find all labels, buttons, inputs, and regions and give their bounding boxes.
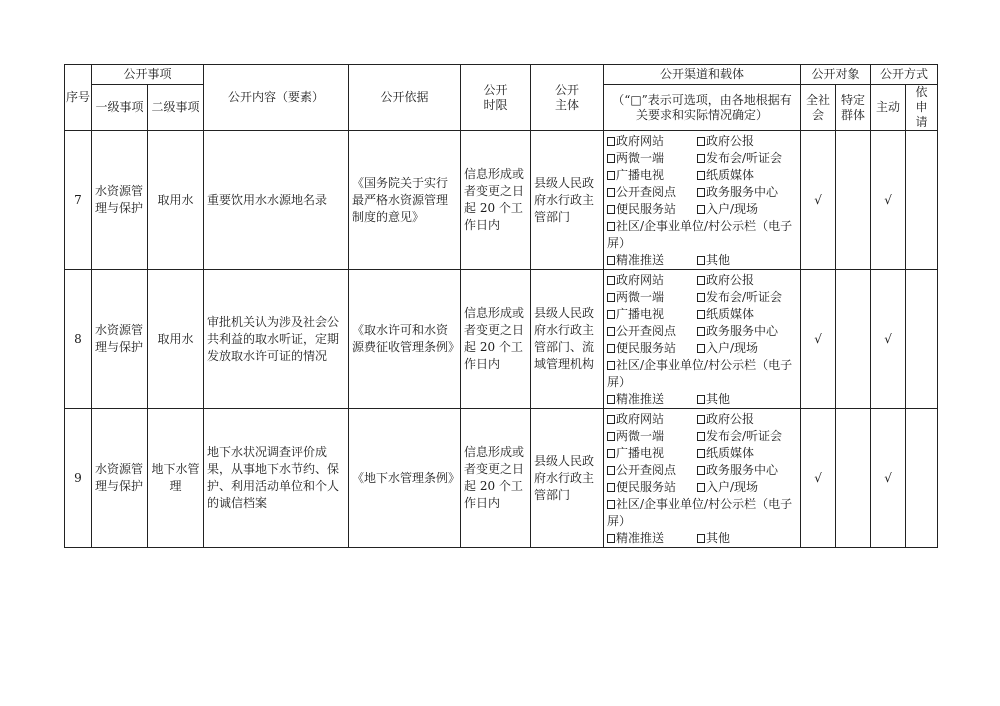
channel-option: 政府公报 <box>706 412 755 426</box>
checkbox-icon <box>697 466 705 475</box>
row-level1: 水资源管理与保护 <box>92 409 148 548</box>
row-seq: 9 <box>65 409 92 548</box>
checkbox-icon <box>697 415 705 424</box>
header-target-specific: 特定群体 <box>836 85 871 131</box>
header-items: 公开事项 <box>92 65 204 85</box>
row-time: 信息形成或者变更之日起 20 个工作日内 <box>461 270 531 409</box>
checkbox-icon <box>697 449 705 458</box>
row-method-active: √ <box>871 409 906 548</box>
checkbox-icon <box>607 327 615 336</box>
channel-option: 政府公报 <box>706 134 755 148</box>
row-target-specific <box>836 131 871 270</box>
channel-option: 发布会/听证会 <box>706 151 783 165</box>
header-level2: 二级事项 <box>148 85 204 131</box>
header-seq: 序号 <box>65 65 92 131</box>
row-seq: 7 <box>65 131 92 270</box>
checkbox-icon <box>607 449 615 458</box>
checkbox-icon <box>607 466 615 475</box>
channel-option: 其他 <box>706 392 731 406</box>
channel-option: 社区/企事业单位/村公示栏（电子屏） <box>607 358 793 389</box>
row-basis: 《地下水管理条例》 <box>349 409 461 548</box>
header-channels: 公开渠道和载体 <box>604 65 801 85</box>
checkbox-icon <box>607 154 615 163</box>
row-method-request <box>906 270 938 409</box>
row-channels <box>604 270 801 409</box>
checkbox-icon <box>697 205 705 214</box>
channel-option: 公开查阅点 <box>616 324 677 338</box>
channel-option: 纸质媒体 <box>706 446 755 460</box>
row-subject: 县级人民政府水行政主管部门 <box>531 409 604 548</box>
channel-option: 政府网站 <box>616 273 665 287</box>
channel-option: 发布会/听证会 <box>706 290 783 304</box>
row-target-all: √ <box>801 131 836 270</box>
channel-option: 入户/现场 <box>706 202 759 216</box>
checkbox-icon <box>607 137 615 146</box>
checkbox-icon <box>697 310 705 319</box>
checkbox-icon <box>697 534 705 543</box>
row-method-active: √ <box>871 270 906 409</box>
checkbox-icon <box>607 415 615 424</box>
channel-option: 两微一端 <box>616 429 665 443</box>
header-target: 公开对象 <box>801 65 871 85</box>
channel-option: 精准推送 <box>616 253 665 267</box>
checkbox-icon <box>697 293 705 302</box>
header-row-1 <box>65 65 938 85</box>
row-level2: 取用水 <box>148 131 204 270</box>
checkbox-icon <box>607 483 615 492</box>
channel-option: 其他 <box>706 253 731 267</box>
header-content: 公开内容（要素） <box>204 65 349 131</box>
row-target-all: √ <box>801 409 836 548</box>
header-method: 公开方式 <box>871 65 938 85</box>
checkbox-icon <box>697 395 705 404</box>
checkbox-icon <box>697 432 705 441</box>
checkbox-icon <box>607 500 615 509</box>
row-time: 信息形成或者变更之日起 20 个工作日内 <box>461 409 531 548</box>
checkbox-icon <box>697 171 705 180</box>
checkbox-icon <box>607 361 615 370</box>
row-channels <box>604 131 801 270</box>
row-content: 地下水状况调查评价成果，从事地下水节约、保护、利用活动单位和个人的诚信档案 <box>204 409 349 548</box>
channel-option: 广播电视 <box>616 168 665 182</box>
checkbox-icon <box>607 205 615 214</box>
channel-option: 政府网站 <box>616 134 665 148</box>
channel-option: 便民服务站 <box>616 202 677 216</box>
channel-option: 广播电视 <box>616 307 665 321</box>
checkbox-icon <box>697 276 705 285</box>
checkbox-icon <box>607 276 615 285</box>
checkbox-icon <box>607 344 615 353</box>
channel-option: 两微一端 <box>616 290 665 304</box>
checkbox-icon <box>607 171 615 180</box>
checkbox-icon <box>697 188 705 197</box>
channel-option: 政府网站 <box>616 412 665 426</box>
checkbox-icon <box>697 327 705 336</box>
row-content: 重要饮用水水源地名录 <box>204 131 349 270</box>
header-channels-note: （“□”表示可选项，由各地根据有关要求和实际情况确定） <box>604 85 801 131</box>
row-target-specific <box>836 270 871 409</box>
checkbox-icon <box>697 137 705 146</box>
channel-option: 入户/现场 <box>706 480 759 494</box>
row-time: 信息形成或者变更之日起 20 个工作日内 <box>461 131 531 270</box>
channel-option: 发布会/听证会 <box>706 429 783 443</box>
row-seq: 8 <box>65 270 92 409</box>
row-method-active: √ <box>871 131 906 270</box>
checkbox-icon <box>607 293 615 302</box>
channel-option: 政务服务中心 <box>706 185 779 199</box>
channel-option: 社区/企事业单位/村公示栏（电子屏） <box>607 219 793 250</box>
checkbox-icon <box>697 344 705 353</box>
checkbox-icon <box>607 534 615 543</box>
channel-option: 便民服务站 <box>616 341 677 355</box>
header-method-active: 主动 <box>871 85 906 131</box>
header-time: 公开时限 <box>461 65 531 131</box>
checkbox-icon <box>697 483 705 492</box>
channel-option: 其他 <box>706 531 731 545</box>
row-level1: 水资源管理与保护 <box>92 270 148 409</box>
row-target-specific <box>836 409 871 548</box>
header-subject: 公开主体 <box>531 65 604 131</box>
channel-option: 便民服务站 <box>616 480 677 494</box>
checkbox-icon <box>607 432 615 441</box>
table-row <box>65 270 938 409</box>
checkbox-icon <box>607 395 615 404</box>
channel-option: 两微一端 <box>616 151 665 165</box>
checkbox-icon <box>607 222 615 231</box>
channel-option: 政府公报 <box>706 273 755 287</box>
header-target-all: 全社会 <box>801 85 836 131</box>
checkbox-icon <box>697 154 705 163</box>
row-method-request <box>906 131 938 270</box>
header-basis: 公开依据 <box>349 65 461 131</box>
checkbox-icon <box>607 188 615 197</box>
row-subject: 县级人民政府水行政主管部门、流域管理机构 <box>531 270 604 409</box>
row-basis: 《取水许可和水资源费征收管理条例》 <box>349 270 461 409</box>
row-subject: 县级人民政府水行政主管部门 <box>531 131 604 270</box>
checkbox-icon <box>697 256 705 265</box>
channel-option: 精准推送 <box>616 531 665 545</box>
channel-option: 广播电视 <box>616 446 665 460</box>
disclosure-table <box>64 64 938 548</box>
checkbox-icon <box>607 310 615 319</box>
row-method-request <box>906 409 938 548</box>
checkbox-icon <box>607 256 615 265</box>
row-basis: 《国务院关于实行最严格水资源管理制度的意见》 <box>349 131 461 270</box>
header-level1: 一级事项 <box>92 85 148 131</box>
channel-option: 公开查阅点 <box>616 463 677 477</box>
row-level2: 地下水管理 <box>148 409 204 548</box>
row-channels <box>604 409 801 548</box>
channel-option: 纸质媒体 <box>706 168 755 182</box>
channel-option: 社区/企事业单位/村公示栏（电子屏） <box>607 497 793 528</box>
table-row <box>65 409 938 548</box>
table-row <box>65 131 938 270</box>
channel-option: 精准推送 <box>616 392 665 406</box>
channel-option: 公开查阅点 <box>616 185 677 199</box>
header-method-request: 依申请 <box>906 85 938 131</box>
row-target-all: √ <box>801 270 836 409</box>
row-content: 审批机关认为涉及社会公共利益的取水听证，定期发放取水许可证的情况 <box>204 270 349 409</box>
channel-option: 纸质媒体 <box>706 307 755 321</box>
row-level2: 取用水 <box>148 270 204 409</box>
row-level1: 水资源管理与保护 <box>92 131 148 270</box>
channel-option: 政务服务中心 <box>706 324 779 338</box>
channel-option: 政务服务中心 <box>706 463 779 477</box>
channel-option: 入户/现场 <box>706 341 759 355</box>
